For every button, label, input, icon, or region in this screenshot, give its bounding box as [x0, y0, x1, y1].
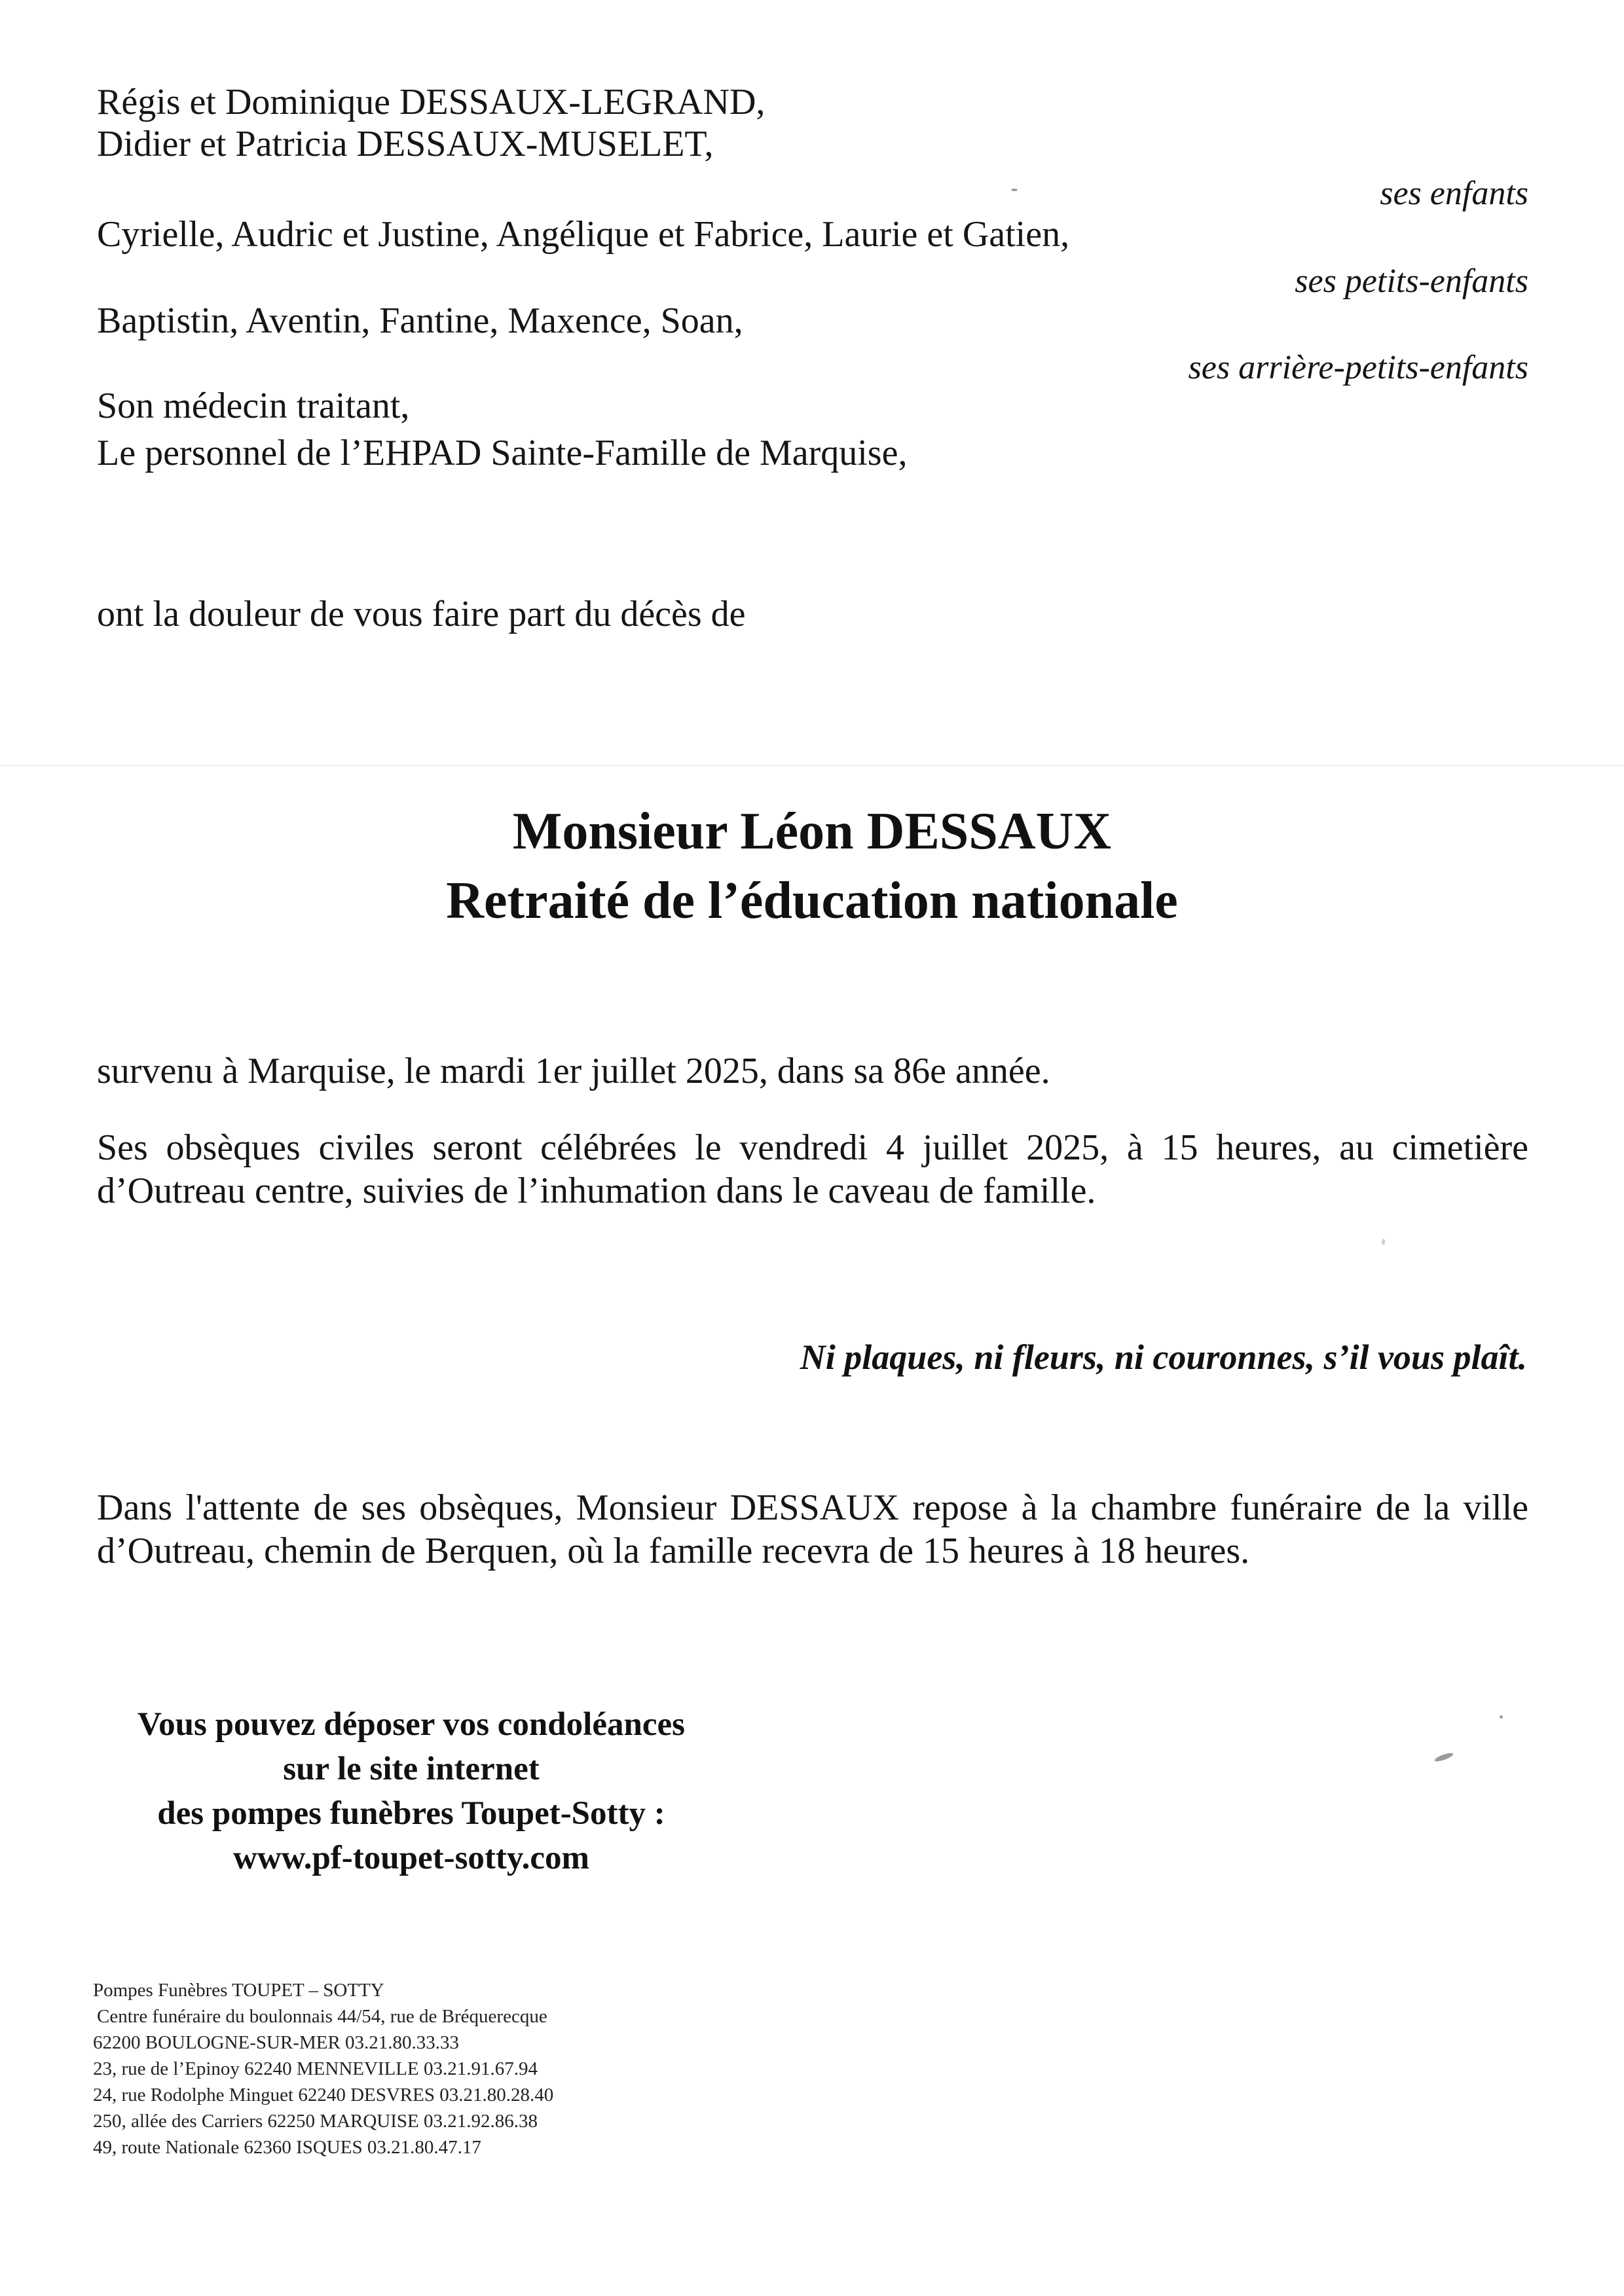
family-line-2: Didier et Patricia DESSAUX-MUSELET,: [97, 124, 714, 164]
doctor-line: Son médecin traitant,: [97, 386, 410, 426]
funeral-info: Ses obsèques civiles seront célébrées le vendredi 4 juillet 2025, à 15 heures, au cimetière d’Outreau centre, suivies de l’inhumation dans le caveau de famille.: [97, 1127, 1528, 1211]
relation-great-grandchildren: ses arrière-petits-enfants: [1188, 349, 1528, 386]
paper-fold-line: [0, 765, 1624, 766]
ehpad-line: Le personnel de l’EHPAD Sainte-Famille de Marquise,: [97, 433, 908, 473]
deceased-name: Monsieur Léon DESSAUX: [512, 803, 1112, 860]
footer-company: Pompes Funèbres TOUPET – SOTTY: [93, 1980, 384, 2001]
scan-speck: [1382, 1239, 1385, 1245]
scan-speck: [1434, 1751, 1454, 1763]
condolences-line-3: des pompes funèbres Toupet-Sotty :: [157, 1795, 665, 1832]
footer-line: 24, rue Rodolphe Minguet 62240 DESVRES 03.21.80.28.40: [93, 2085, 554, 2105]
death-info: survenu à Marquise, le mardi 1er juillet 2025, dans sa 86e année.: [97, 1051, 1050, 1091]
funeral-home-footer: [93, 1977, 553, 2160]
condolences-line-1: Vous pouvez déposer vos condoléances: [138, 1706, 685, 1743]
relation-grandchildren: ses petits-enfants: [1295, 263, 1528, 300]
condolences-website: www.pf-toupet-sotty.com: [233, 1840, 589, 1876]
footer-line: 62200 BOULOGNE-SUR-MER 03.21.80.33.33: [93, 2032, 460, 2053]
announcement-text: ont la douleur de vous faire part du décès de: [97, 594, 746, 634]
deceased-title: Retraité de l’éducation nationale: [446, 872, 1178, 930]
family-line-1: Régis et Dominique DESSAUX-LEGRAND,: [97, 82, 766, 122]
condolences-block: [97, 1702, 726, 1880]
visitation-info: Dans l'attente de ses obsèques, Monsieur DESSAUX repose à la chambre funéraire de la ville d’Outreau, chemin de Berquen, où la famille recevra de 15 heures à 18 heures.: [97, 1487, 1528, 1571]
footer-line: 250, allée des Carriers 62250 MARQUISE 03.21.92.86.38: [93, 2111, 538, 2132]
footer-line: 23, rue de l’Epinoy 62240 MENNEVILLE 03.21.91.67.94: [93, 2058, 538, 2079]
footer-line: Centre funéraire du boulonnais 44/54, rue de Bréquerecque: [97, 2006, 547, 2027]
footer-line: 49, route Nationale 62360 ISQUES 03.21.80.47.17: [93, 2137, 481, 2158]
scan-speck: [1500, 1715, 1503, 1719]
condolences-line-2: sur le site internet: [283, 1751, 540, 1787]
grandchildren-names: Cyrielle, Audric et Justine, Angélique et Fabrice, Laurie et Gatien,: [97, 214, 1070, 255]
great-grandchildren-names: Baptistin, Aventin, Fantine, Maxence, Soan,: [97, 301, 743, 341]
relation-children: ses enfants: [1380, 175, 1528, 212]
scan-speck: [1011, 189, 1018, 191]
flowers-notice: Ni plaques, ni fleurs, ni couronnes, s’il vous plaît.: [800, 1338, 1527, 1377]
